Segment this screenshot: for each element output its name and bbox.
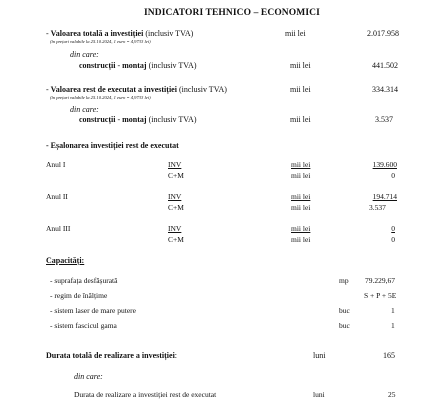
total-cm-amount: 441.502 xyxy=(372,61,398,70)
cm-label: C+M xyxy=(168,171,184,180)
cm-unit: mii lei xyxy=(291,171,311,180)
rest-value-amount: 334.314 xyxy=(372,85,398,94)
capacity-unit: mp xyxy=(339,276,349,285)
duration-unit: luni xyxy=(313,351,326,360)
year-label: Anul I xyxy=(46,160,66,169)
total-value-amount: 2.017.958 xyxy=(367,29,399,38)
cm-unit: mii lei xyxy=(291,203,311,212)
rest-value-label: - Valoarea rest de executat a investiției (inclusiv TVA) xyxy=(46,85,227,94)
inv-label: INV xyxy=(168,160,182,169)
rest-value-unit: mii lei xyxy=(290,85,311,94)
total-cm-label: construcții - montaj (inclusiv TVA) xyxy=(79,61,197,70)
capacity-value: S + P + 5E xyxy=(364,291,397,300)
capacity-value: 1 xyxy=(391,306,395,315)
capacity-value: 1 xyxy=(391,321,395,330)
duration-rest-value: 25 xyxy=(388,390,396,399)
inv-unit: mii lei xyxy=(291,224,311,233)
duration-din-care: din care: xyxy=(74,372,103,381)
page-title: INDICATORI TEHNICO – ECONOMICI xyxy=(144,8,320,18)
duration-rest-unit: luni xyxy=(313,390,325,399)
inv-value: 139.600 xyxy=(372,160,397,169)
cm-value: 0 xyxy=(391,171,395,180)
total-value-unit: mii lei xyxy=(285,29,306,38)
total-value-label: - Valoarea totală a investiției (inclusiv TVA) xyxy=(46,29,194,38)
cm-value: 0 xyxy=(391,235,395,244)
total-value-note: (în prețuri valabile la 25.10.2024, 1 euro = 4,9733 lei) xyxy=(50,39,151,44)
duration-label: Durata totală de realizare a investiției: xyxy=(46,351,178,360)
capacities-heading: Capacități: xyxy=(46,256,85,265)
capacity-label: - sistem fascicul gama xyxy=(50,321,117,330)
rest-cm-amount: 3.537 xyxy=(375,115,393,124)
capacity-label: - suprafața desfășurată xyxy=(50,276,118,285)
capacity-unit: buc xyxy=(339,321,350,330)
year-label: Anul II xyxy=(46,192,68,201)
cm-value: 3.537 xyxy=(369,203,386,212)
inv-unit: mii lei xyxy=(291,160,311,169)
schedule-heading: - Eșalonarea investiției rest de executat xyxy=(46,141,179,150)
cm-label: C+M xyxy=(168,203,184,212)
inv-value: 194.714 xyxy=(372,192,397,201)
cm-label: C+M xyxy=(168,235,184,244)
inv-label: INV xyxy=(168,224,182,233)
rest-cm-unit: mii lei xyxy=(290,115,311,124)
capacity-label: - sistem laser de mare putere xyxy=(50,306,137,315)
capacity-unit: buc xyxy=(339,306,350,315)
inv-label: INV xyxy=(168,192,182,201)
rest-value-note: (în prețuri valabile la 25.10.2024, 1 euro = 4,9733 lei) xyxy=(50,95,151,100)
capacity-label: - regim de înălțime xyxy=(50,291,108,300)
inv-unit: mii lei xyxy=(291,192,311,201)
duration-value: 165 xyxy=(383,351,395,360)
duration-rest-label: Durata de realizare a investiției rest de executat xyxy=(74,390,217,399)
total-cm-unit: mii lei xyxy=(290,61,311,70)
total-din-care: din care: xyxy=(70,50,99,59)
inv-value: 0 xyxy=(391,224,395,233)
rest-cm-label: construcții - montaj (inclusiv TVA) xyxy=(79,115,197,124)
rest-din-care: din care: xyxy=(70,105,99,114)
cm-unit: mii lei xyxy=(291,235,311,244)
capacity-value: 79.229,67 xyxy=(365,276,395,285)
year-label: Anul III xyxy=(46,224,71,233)
